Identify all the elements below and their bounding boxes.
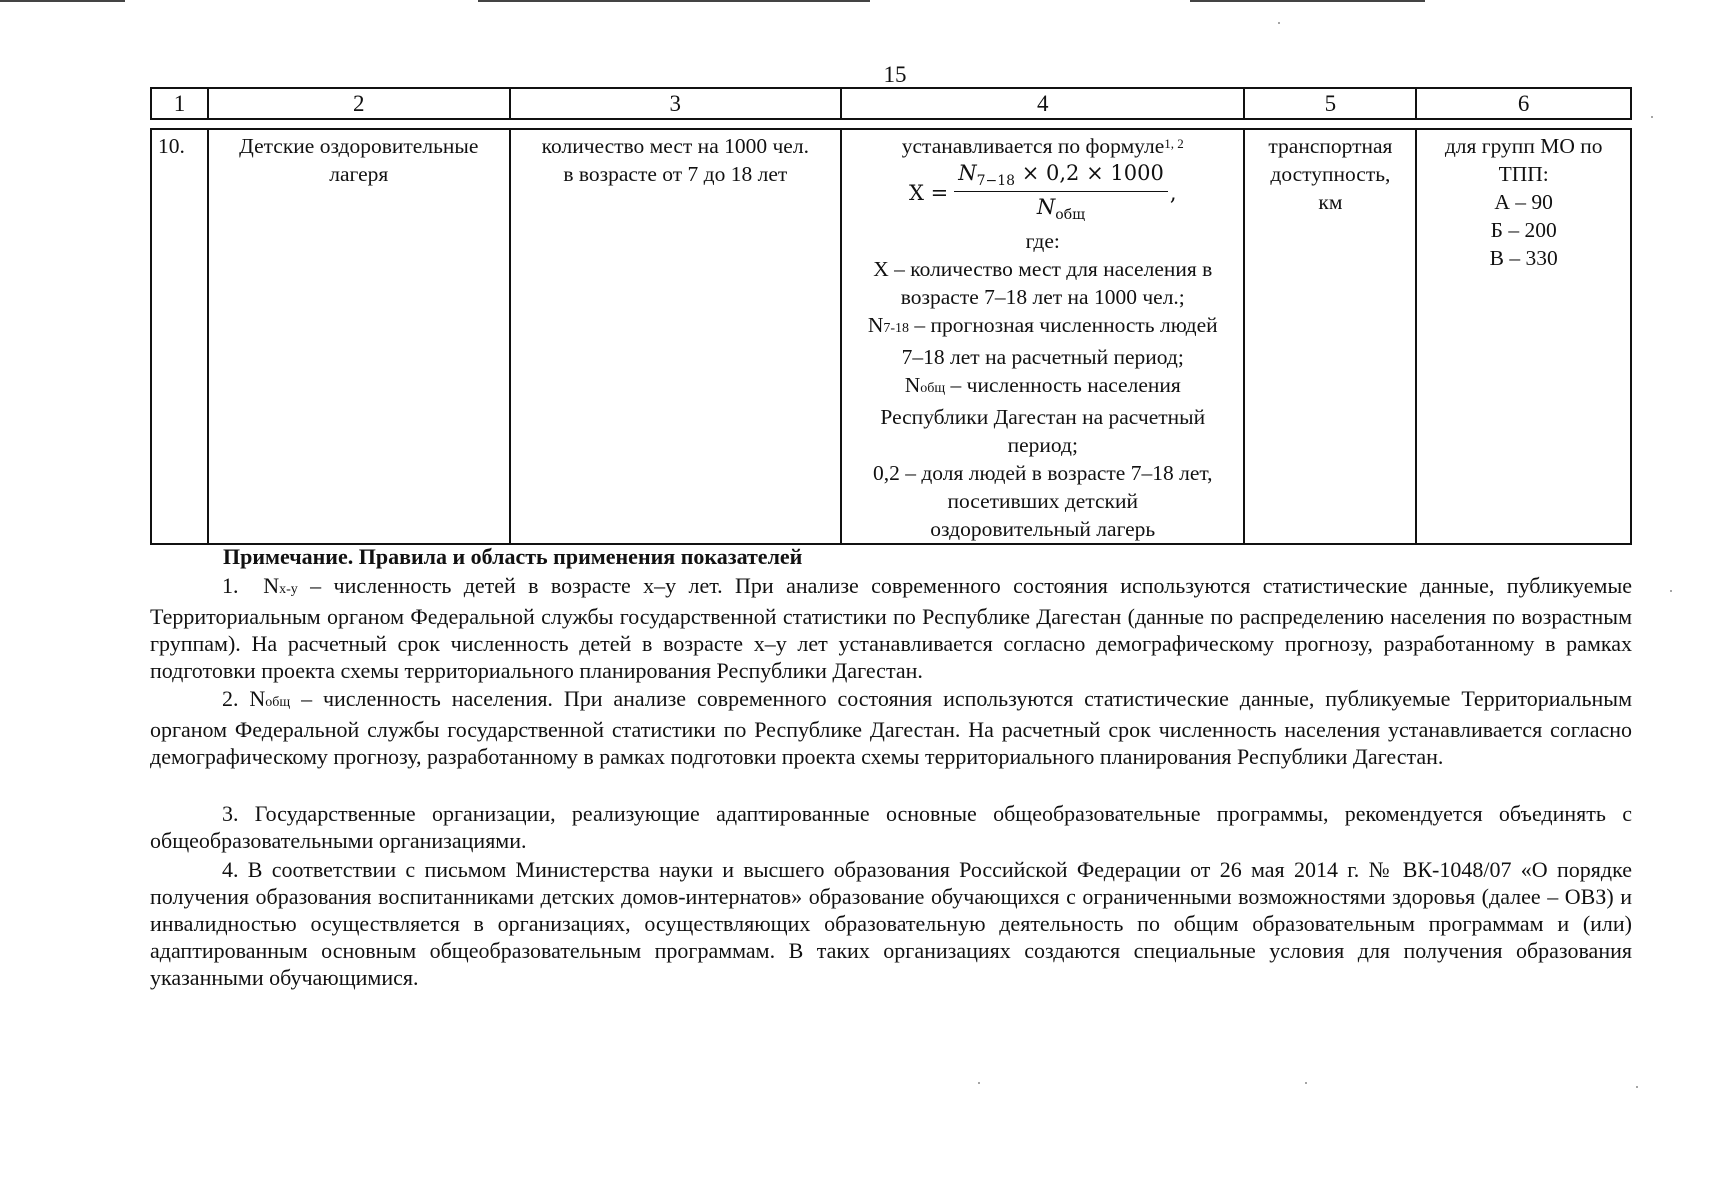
note-paragraph-3: 3. Государственные организации, реализующие адаптированные основные общеобразовательные программы, рекомендуется объединять с общеобразовательными организациями. bbox=[150, 801, 1632, 853]
group-a-value: А – 90 bbox=[1494, 190, 1553, 214]
accessibility-cell bbox=[1244, 129, 1416, 544]
column-number-3: 3 bbox=[510, 88, 842, 119]
notes-title: Примечание. Правила и область применения показателей bbox=[223, 544, 803, 569]
x-definition: возрасте 7–18 лет на 1000 чел.; bbox=[900, 285, 1185, 309]
formula-intro: устанавливается по формуле$^{1, 2}$ bbox=[901, 134, 1184, 158]
formula bbox=[842, 160, 1243, 225]
accessibility-line: транспортная bbox=[1268, 134, 1393, 158]
note-paragraph-2: 2. Nобщ – численность населения. При анализе современного состояния используются статистические данные, публикуемые Территориальным органом Федеральной службы государственной статистики по Республике Дагестан. На расчетный срок численность населения устанавливается согласно демографическому прогнозу, разработанному в рамках подготовки проекта схемы территориального планирования Республики Дагестан. bbox=[150, 686, 1633, 769]
scan-speck bbox=[1305, 1082, 1307, 1084]
formula-comma: , bbox=[1169, 180, 1177, 205]
formula-fraction bbox=[954, 160, 1168, 225]
group-c-value: В – 330 bbox=[1489, 246, 1558, 270]
n718-definition: 7–18 лет на расчетный период; bbox=[901, 345, 1184, 369]
page-number: 15 bbox=[883, 62, 907, 87]
top-border-rule-mid bbox=[478, 0, 870, 2]
group-b-value: Б – 200 bbox=[1490, 218, 1557, 242]
column-number-6: 6 bbox=[1416, 88, 1631, 119]
column-number-4: 4 bbox=[841, 88, 1244, 119]
nobsh-definition: период; bbox=[1007, 433, 1078, 457]
top-border-rule-left bbox=[0, 0, 125, 2]
share-definition: оздоровительный лагерь bbox=[930, 517, 1156, 541]
nobsh-definition: Республики Дагестан на расчетный bbox=[880, 405, 1206, 429]
scan-speck bbox=[978, 1082, 980, 1084]
row-number: 10. bbox=[158, 134, 185, 158]
top-border-rule-right bbox=[1190, 0, 1425, 2]
share-definition: посетивших детский bbox=[947, 489, 1139, 513]
n718-definition: N7-18 – прогнозная численность людей bbox=[867, 313, 1218, 337]
formula-numerator: $N_{7-18} \times 0,2 \times 1000$ bbox=[954, 160, 1168, 192]
scan-speck bbox=[1651, 116, 1653, 118]
column-number-1: 1 bbox=[151, 88, 208, 119]
table-header-row bbox=[150, 87, 1632, 120]
accessibility-line: км bbox=[1318, 190, 1343, 214]
scan-speck bbox=[1278, 22, 1280, 24]
formula-denominator: $N_{общ}$ bbox=[1036, 195, 1086, 223]
column-number-5: 5 bbox=[1244, 88, 1416, 119]
row-number-cell bbox=[151, 129, 208, 544]
note-paragraph-4: 4. В соответствии с письмом Министерства науки и высшего образования Российской Федерации от 26 мая 2014 г. № ВК-1048/07 «О порядке получения образования воспитанниками детских домов-интернатов» образование обучающихся с ограниченными возможностями здоровья (далее – ОВЗ) и инвалидностью осуществляется в организациях, осуществляющих образовательную деятельность по общим образовательным программам и (или) адаптированным основным общеобразовательным программам. В таких организациях создаются специальные условия для получения образования указанными обучающимися. bbox=[150, 857, 1632, 990]
indicator-line: количество мест на 1000 чел. bbox=[541, 134, 809, 158]
facility-name-line: лагеря bbox=[329, 162, 389, 186]
indicator-cell bbox=[510, 129, 841, 544]
footnote-reference: 1, 2 bbox=[1164, 136, 1184, 151]
facility-name-line: Детские оздоровительные bbox=[239, 134, 479, 158]
note-paragraph-1: 1. Nx-y – численность детей в возрасте x–y лет. При анализе современного состояния используются статистические данные, публикуемые Территориальным органом Федеральной службы государственной статистики по Республике Дагестан (данные по распределению населения по возрастным группам). На расчетный срок численность детей в возрасте x–y лет устанавливается согласно демографическому прогнозу, разработанному в рамках подготовки проекта схемы территориального планирования Республики Дагестан. bbox=[150, 573, 1632, 683]
groups-line: ТПП: bbox=[1498, 162, 1549, 186]
groups-line: для групп МО по bbox=[1444, 134, 1603, 158]
column-number-2: 2 bbox=[208, 88, 510, 119]
share-definition: 0,2 – доля людей в возрасте 7–18 лет, bbox=[872, 461, 1213, 485]
groups-cell bbox=[1416, 129, 1631, 544]
nobsh-definition: Nобщ – численность населения bbox=[904, 373, 1181, 397]
accessibility-line: доступность, bbox=[1270, 162, 1391, 186]
table-row bbox=[150, 128, 1632, 545]
formula-lhs: X = bbox=[909, 180, 949, 205]
facility-name-cell bbox=[208, 129, 510, 544]
where-label: где: bbox=[1025, 229, 1060, 253]
indicator-line: в возрасте от 7 до 18 лет bbox=[563, 162, 788, 186]
x-definition: X – количество мест для населения в bbox=[873, 257, 1213, 281]
scan-speck bbox=[1636, 1086, 1638, 1088]
scan-speck bbox=[1670, 590, 1672, 592]
formula-cell bbox=[841, 129, 1244, 544]
